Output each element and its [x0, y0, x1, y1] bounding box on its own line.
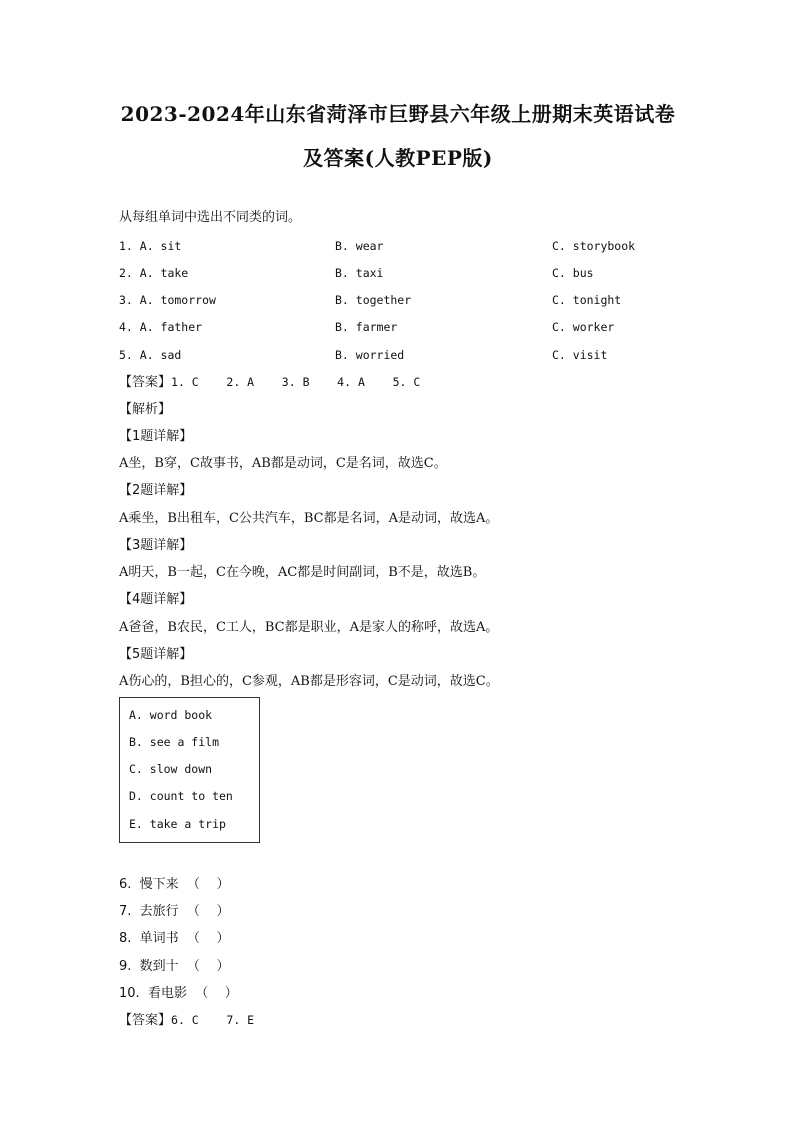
question-option-b: B. wear	[335, 239, 384, 253]
question-option-a: 2. A. take	[119, 266, 189, 280]
answer-text: 1. C 2. A 3. B 4. A 5. C	[171, 375, 421, 389]
detail-text: A乘坐，B出租车，C公共汽车，BC都是名词，A是动词，故选A。	[119, 511, 499, 526]
answer-line	[119, 1009, 254, 1028]
answer-label: 【答案】	[119, 375, 172, 390]
detail-label: 【5题详解】	[119, 647, 193, 662]
answer-label: 【答案】	[119, 1013, 172, 1028]
document-title-line2: 及答案(人教PEP版)	[303, 146, 493, 170]
section1-instruction: 从每组单词中选出不同类的词。	[119, 210, 302, 225]
question-option-c: C. bus	[552, 266, 594, 280]
fill-blank-item: 9. 数到十 （ ）	[119, 959, 230, 974]
phrase-option: E. take a trip	[129, 817, 226, 831]
answer-text: 6. C 7. E	[171, 1013, 255, 1027]
question-option-c: C. visit	[552, 348, 608, 362]
detail-label: 【4题详解】	[119, 592, 193, 607]
detail-label: 【2题详解】	[119, 483, 193, 498]
question-row	[119, 348, 679, 366]
answer-line	[119, 371, 420, 390]
detail-text: A爸爸，B农民，C工人，BC都是职业，A是家人的称呼，故选A。	[119, 620, 499, 635]
phrase-option: A. word book	[129, 708, 213, 722]
question-option-b: B. together	[335, 293, 412, 307]
question-row	[119, 239, 679, 257]
question-option-c: C. tonight	[552, 293, 622, 307]
question-option-a: 4. A. father	[119, 320, 203, 334]
question-option-a: 5. A. sad	[119, 348, 182, 362]
phrase-option: B. see a film	[129, 735, 220, 749]
question-option-c: C. worker	[552, 320, 615, 334]
fill-blank-item: 6. 慢下来 （ ）	[119, 877, 230, 892]
phrase-options-box	[119, 697, 260, 843]
question-row	[119, 266, 679, 284]
detail-text: A坐，B穿，C故事书，AB都是动词，C是名词，故选C。	[119, 456, 447, 471]
detail-text: A明天，B一起，C在今晚，AC都是时间副词，B不是，故选B。	[119, 565, 486, 580]
analysis-label: 【解析】	[119, 402, 172, 417]
detail-text: A伤心的，B担心的，C参观，AB都是形容词，C是动词，故选C。	[119, 674, 499, 689]
question-option-a: 3. A. tomorrow	[119, 293, 216, 307]
question-option-a: 1. A. sit	[119, 239, 182, 253]
question-option-b: B. taxi	[335, 266, 384, 280]
detail-label: 【1题详解】	[119, 429, 193, 444]
fill-blank-item: 10. 看电影 （ ）	[119, 986, 238, 1001]
document-title-line1: 2023-2024年山东省菏泽市巨野县六年级上册期末英语试卷	[120, 102, 676, 126]
fill-blank-item: 7. 去旅行 （ ）	[119, 904, 230, 919]
question-row	[119, 293, 679, 311]
question-option-b: B. worried	[335, 348, 405, 362]
detail-label: 【3题详解】	[119, 538, 193, 553]
fill-blank-item: 8. 单词书 （ ）	[119, 931, 230, 946]
question-row	[119, 320, 679, 338]
question-option-c: C. storybook	[552, 239, 636, 253]
phrase-option: D. count to ten	[129, 789, 233, 803]
phrase-option: C. slow down	[129, 762, 213, 776]
question-option-b: B. farmer	[335, 320, 398, 334]
